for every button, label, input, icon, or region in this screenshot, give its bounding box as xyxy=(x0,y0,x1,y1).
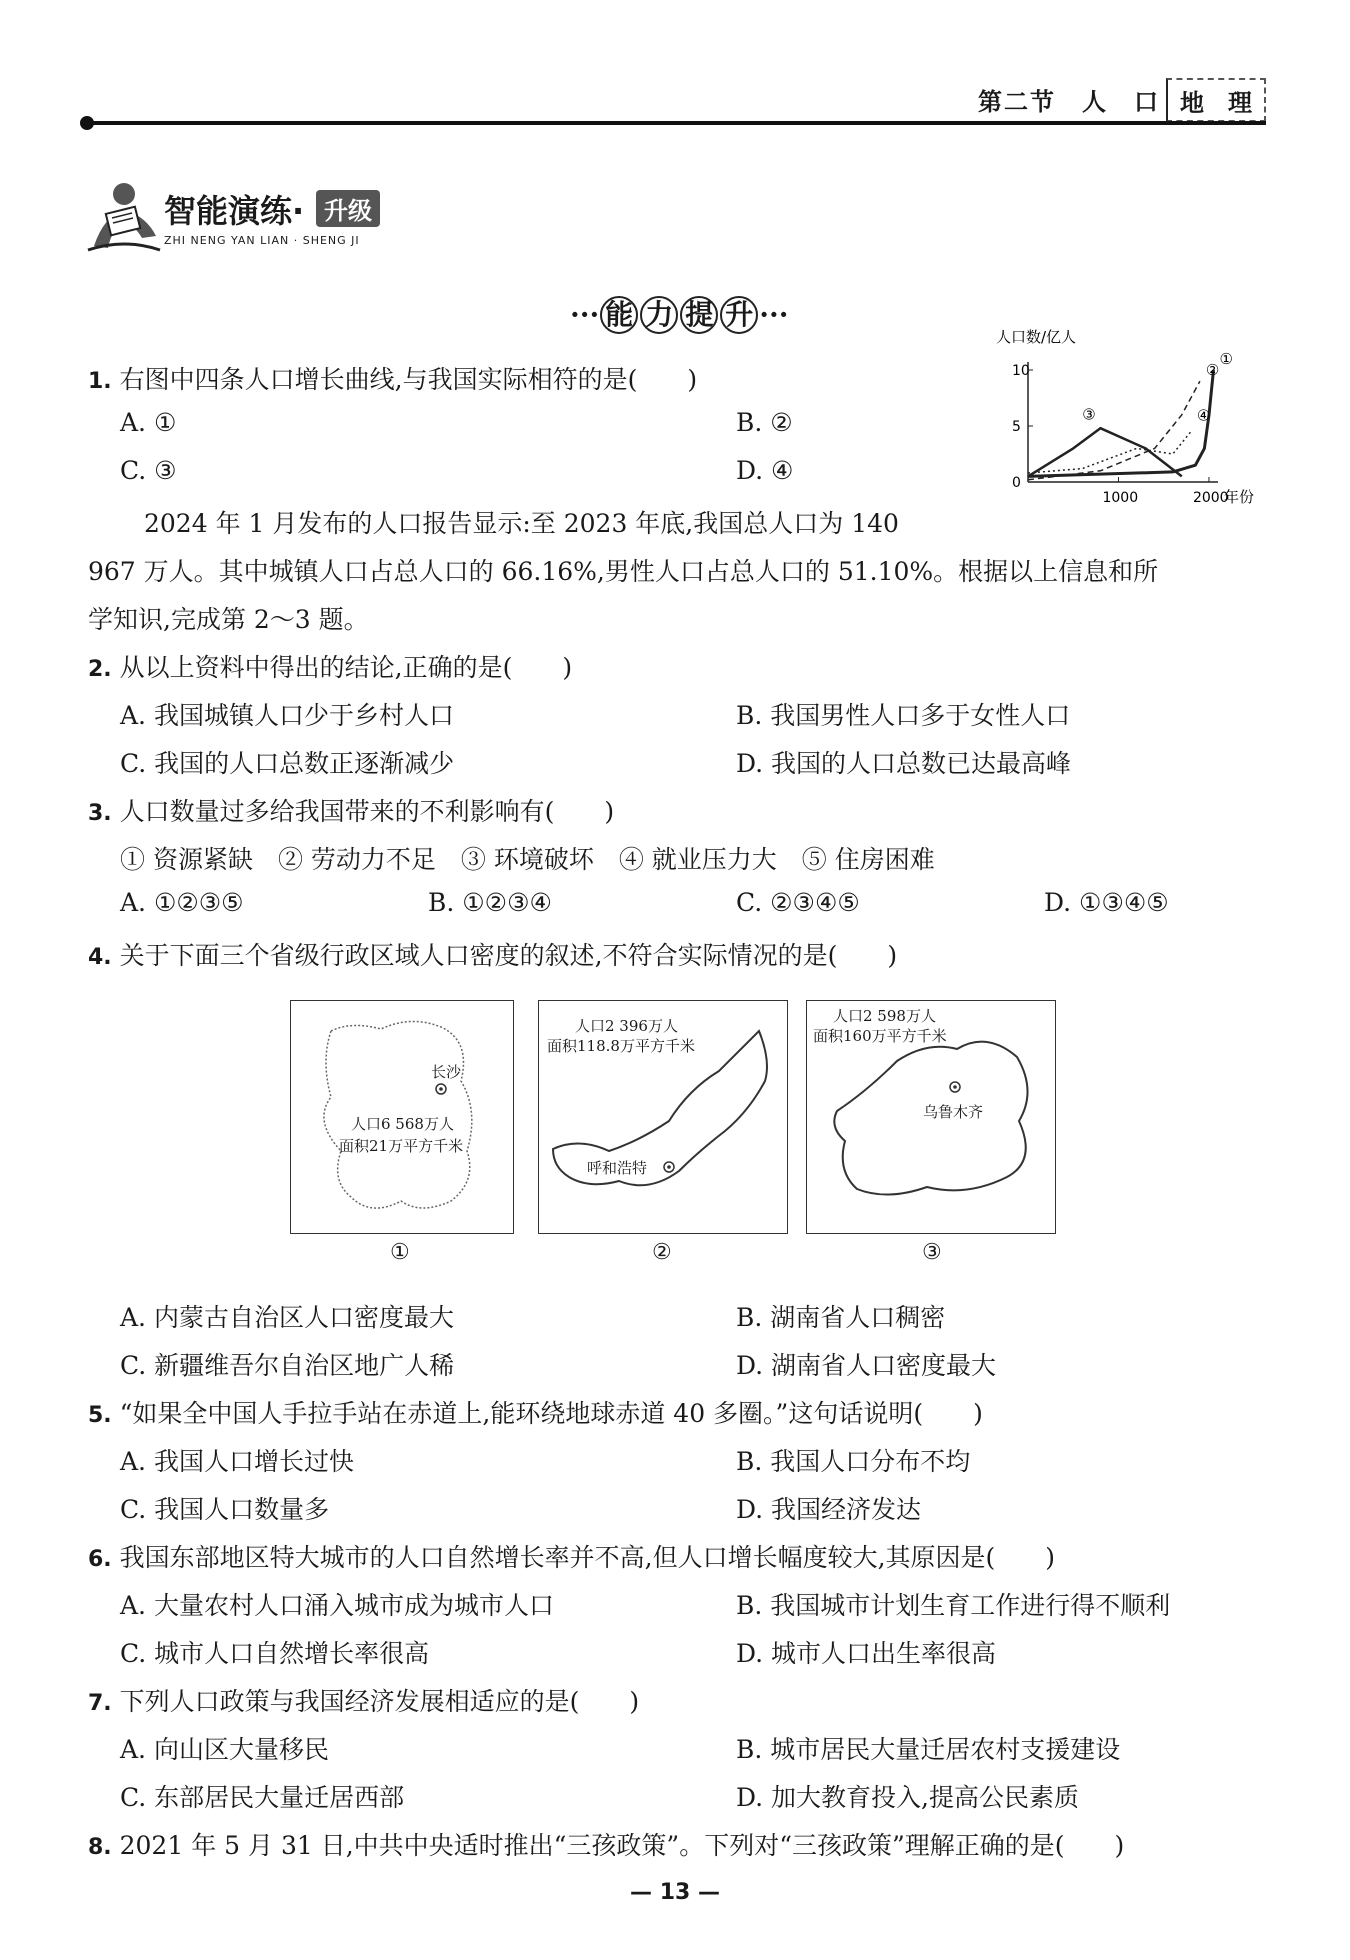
inner-mongolia-map xyxy=(538,1000,788,1234)
map-area: 面积160万平方千米 xyxy=(813,1027,947,1045)
option-a[interactable]: A. 向山区大量移民 xyxy=(120,1735,329,1764)
map-population: 人口2 396万人 xyxy=(575,1017,678,1035)
subject-label xyxy=(1166,78,1266,122)
question-text: 关于下面三个省级行政区域人口密度的叙述,不符合实际情况的是( ) xyxy=(119,941,898,970)
map-number: ① xyxy=(390,1240,410,1265)
map-area: 面积21万平方千米 xyxy=(339,1137,464,1155)
question-6 xyxy=(88,1538,1055,1574)
question-3 xyxy=(88,792,614,828)
section-char: 力 xyxy=(640,296,678,334)
option-d[interactable]: D. ①③④⑤ xyxy=(1044,888,1169,917)
y-tick-label: 5 xyxy=(1012,419,1021,435)
question-number: 6. xyxy=(88,1547,112,1572)
map-capital: 乌鲁木齐 xyxy=(923,1103,984,1121)
map-population: 人口2 598万人 xyxy=(833,1007,936,1025)
option-b[interactable]: B. 我国男性人口多于女性人口 xyxy=(736,701,1071,730)
y-tick-label: 0 xyxy=(1012,475,1021,491)
section-title xyxy=(570,296,789,334)
hunan-map xyxy=(290,1000,514,1234)
option-a[interactable]: A. ①②③⑤ xyxy=(120,888,244,917)
question-2 xyxy=(88,648,572,684)
option-a[interactable]: A. 我国城镇人口少于乡村人口 xyxy=(120,701,454,730)
subject-char-1: 地 xyxy=(1180,87,1204,117)
province-maps xyxy=(290,1000,1070,1270)
series-label: ① xyxy=(1219,350,1233,368)
question-number: 5. xyxy=(88,1403,112,1428)
xinjiang-map xyxy=(806,1000,1056,1234)
option-c[interactable]: C. 新疆维吾尔自治区地广人稀 xyxy=(120,1351,455,1380)
option-c[interactable]: C. 我国人口数量多 xyxy=(120,1495,330,1524)
map-number: ③ xyxy=(922,1240,942,1265)
header-rule xyxy=(82,121,1266,125)
section-char: 升 xyxy=(720,296,758,334)
option-d[interactable]: D. 我国经济发达 xyxy=(736,1495,922,1524)
question-4 xyxy=(88,936,897,972)
map-capital: 呼和浩特 xyxy=(587,1159,648,1177)
banner-pinyin: ZHI NENG YAN LIAN · SHENG JI xyxy=(164,234,360,247)
series-label: ③ xyxy=(1082,405,1096,424)
option-b[interactable]: B. ①②③④ xyxy=(428,888,552,917)
question-number: 2. xyxy=(88,657,112,682)
population-growth-chart xyxy=(990,322,1270,512)
question-number: 7. xyxy=(88,1691,112,1716)
passage-line-3: 学知识,完成第 2～3 题。 xyxy=(88,605,369,634)
question-1 xyxy=(88,360,697,396)
question-number: 8. xyxy=(88,1835,112,1860)
banner-badge: 升级 xyxy=(316,190,380,227)
x-tick-label: 1000 xyxy=(1102,490,1139,506)
section-dots-left: ··· xyxy=(570,298,600,331)
page-header xyxy=(0,0,1350,140)
passage-line-2: 967 万人。其中城镇人口占总人口的 66.16%,男性人口占总人口的 51.10%。根据以上信息和所 xyxy=(88,557,1159,586)
question-3-items: ① 资源紧缺 ② 劳动力不足 ③ 环境破坏 ④ 就业压力大 ⑤ 住房困难 xyxy=(120,845,935,874)
reading-person-icon xyxy=(84,176,164,256)
series-label: ④ xyxy=(1196,406,1211,425)
section-heading: 第二节 人 口 xyxy=(978,87,1160,116)
banner-title: 智能演练· xyxy=(164,192,305,230)
option-c[interactable]: C. ③ xyxy=(120,456,177,485)
map-capital: 长沙 xyxy=(431,1063,462,1081)
option-b[interactable]: B. 城市居民大量迁居农村支援建设 xyxy=(736,1735,1121,1764)
question-text: 右图中四条人口增长曲线,与我国实际相符的是( ) xyxy=(119,365,698,394)
option-b[interactable]: B. ② xyxy=(736,408,793,437)
page-number: — 13 — xyxy=(630,1880,720,1905)
x-tick-label: 2000 xyxy=(1192,490,1229,506)
question-5 xyxy=(88,1394,983,1430)
question-number: 3. xyxy=(88,801,112,826)
option-a[interactable]: A. 大量农村人口涌入城市成为城市人口 xyxy=(120,1591,554,1620)
option-d[interactable]: D. 城市人口出生率很高 xyxy=(736,1639,997,1668)
y-axis-label: 人口数/亿人 xyxy=(996,328,1077,346)
y-tick-label: 10 xyxy=(1012,363,1030,379)
x-axis-label: 年份 xyxy=(1224,488,1255,506)
question-text: 人口数量过多给我国带来的不利影响有( ) xyxy=(119,797,615,826)
option-c[interactable]: C. 我国的人口总数正逐渐减少 xyxy=(120,749,455,778)
option-b[interactable]: B. 湖南省人口稠密 xyxy=(736,1303,946,1332)
subject-char-2: 理 xyxy=(1228,87,1252,117)
option-c[interactable]: C. 东部居民大量迁居西部 xyxy=(120,1783,405,1812)
practice-banner xyxy=(84,176,414,256)
map-area: 面积118.8万平方千米 xyxy=(547,1037,695,1055)
series-line xyxy=(1028,381,1200,480)
question-number: 4. xyxy=(88,945,112,970)
section-char: 能 xyxy=(600,296,638,334)
question-number: 1. xyxy=(88,369,112,394)
map-number: ② xyxy=(652,1240,672,1265)
option-c[interactable]: C. ②③④⑤ xyxy=(736,888,860,917)
question-7 xyxy=(88,1682,639,1718)
section-dots-right: ··· xyxy=(759,298,789,331)
series-line xyxy=(1028,428,1182,476)
question-text: 从以上资料中得出的结论,正确的是( ) xyxy=(119,653,573,682)
option-d[interactable]: D. 加大教育投入,提高公民素质 xyxy=(736,1783,1079,1812)
question-text: 我国东部地区特大城市的人口自然增长率并不高,但人口增长幅度较大,其原因是( ) xyxy=(119,1543,1056,1572)
option-d[interactable]: D. ④ xyxy=(736,456,794,485)
option-b[interactable]: B. 我国人口分布不均 xyxy=(736,1447,971,1476)
option-a[interactable]: A. 我国人口增长过快 xyxy=(120,1447,354,1476)
option-d[interactable]: D. 我国的人口总数已达最高峰 xyxy=(736,749,1072,778)
option-a[interactable]: A. 内蒙古自治区人口密度最大 xyxy=(120,1303,454,1332)
map-population: 人口6 568万人 xyxy=(351,1115,454,1133)
passage-line-1: 2024 年 1 月发布的人口报告显示:至 2023 年底,我国总人口为 140 xyxy=(144,509,899,538)
option-b[interactable]: B. 我国城市计划生育工作进行得不顺利 xyxy=(736,1591,1171,1620)
question-text: 2021 年 5 月 31 日,中共中央适时推出“三孩政策”。下列对“三孩政策”理解正确的是( ) xyxy=(119,1831,1125,1860)
question-text: “如果全中国人手拉手站在赤道上,能环绕地球赤道 40 多圈。”这句话说明( ) xyxy=(119,1399,983,1428)
option-c[interactable]: C. 城市人口自然增长率很高 xyxy=(120,1639,430,1668)
question-8 xyxy=(88,1826,1124,1862)
section-char: 提 xyxy=(680,296,718,334)
header-rule-dot xyxy=(80,116,94,130)
question-text: 下列人口政策与我国经济发展相适应的是( ) xyxy=(119,1687,640,1716)
series-label: ② xyxy=(1205,361,1220,380)
option-a[interactable]: A. ① xyxy=(120,408,177,437)
option-d[interactable]: D. 湖南省人口密度最大 xyxy=(736,1351,997,1380)
